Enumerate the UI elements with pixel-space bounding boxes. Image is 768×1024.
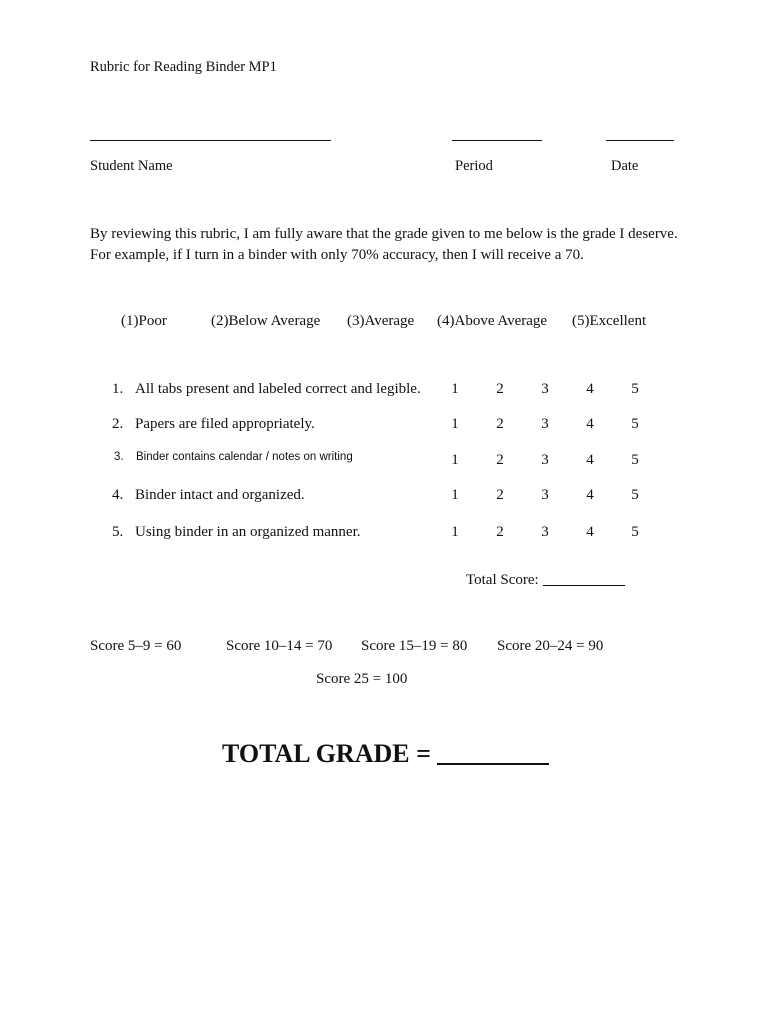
criterion-text: Binder intact and organized.: [135, 487, 305, 503]
acknowledgement-statement: By reviewing this rubric, I am fully aware that the grade given to me below is the grade I deserve. For example, if I turn in a binder with only 70% accuracy, then I will receive a 70.: [90, 226, 678, 263]
scale-poor: (1)Poor: [121, 313, 167, 329]
score-option-1[interactable]: 1: [451, 524, 459, 540]
criterion-number: 5.: [112, 524, 124, 540]
score-option-1[interactable]: 1: [451, 416, 459, 432]
student-name-label: Student Name: [90, 158, 173, 174]
score-option-5[interactable]: 5: [631, 381, 639, 397]
score-key-item: Score 25 = 100: [316, 671, 408, 687]
scale-average: (3)Average: [347, 313, 415, 329]
date-blank[interactable]: [606, 140, 674, 141]
score-option-5[interactable]: 5: [631, 524, 639, 540]
period-blank[interactable]: [452, 140, 542, 141]
score-option-4[interactable]: 4: [586, 381, 594, 397]
total-score-label: Total Score:: [466, 572, 539, 588]
score-option-3[interactable]: 3: [541, 416, 549, 432]
score-option-2[interactable]: 2: [496, 381, 504, 397]
total-grade-label: TOTAL GRADE =: [222, 739, 431, 768]
score-option-1[interactable]: 1: [451, 487, 459, 503]
score-option-2[interactable]: 2: [496, 452, 504, 468]
score-option-3[interactable]: 3: [541, 524, 549, 540]
date-label: Date: [611, 158, 639, 174]
scale-excellent: (5)Excellent: [572, 313, 647, 329]
criterion-text: Papers are filed appropriately.: [135, 416, 315, 432]
score-key-item: Score 10–14 = 70: [226, 638, 333, 654]
score-option-2[interactable]: 2: [496, 487, 504, 503]
student-name-blank[interactable]: [90, 140, 331, 141]
score-option-5[interactable]: 5: [631, 416, 639, 432]
score-option-4[interactable]: 4: [586, 524, 594, 540]
score-option-5[interactable]: 5: [631, 487, 639, 503]
total-grade-blank[interactable]: [437, 737, 549, 765]
score-option-2[interactable]: 2: [496, 524, 504, 540]
score-option-3[interactable]: 3: [541, 381, 549, 397]
score-option-1[interactable]: 1: [451, 381, 459, 397]
score-option-3[interactable]: 3: [541, 452, 549, 468]
scale-below-average: (2)Below Average: [211, 313, 321, 329]
total-grade: [222, 737, 549, 769]
total-score: [466, 571, 625, 589]
criterion-number: 4.: [112, 487, 124, 503]
score-option-4[interactable]: 4: [586, 487, 594, 503]
score-option-4[interactable]: 4: [586, 416, 594, 432]
criterion-number: 3.: [114, 451, 124, 463]
period-label: Period: [455, 158, 493, 174]
score-option-1[interactable]: 1: [451, 452, 459, 468]
criterion-text: Binder contains calendar / notes on writing: [136, 451, 353, 463]
score-option-5[interactable]: 5: [631, 452, 639, 468]
score-key-item: Score 5–9 = 60: [90, 638, 182, 654]
total-score-blank[interactable]: [543, 571, 625, 586]
score-key-item: Score 15–19 = 80: [361, 638, 468, 654]
criterion-text: Using binder in an organized manner.: [135, 524, 361, 540]
criterion-text: All tabs present and labeled correct and legible.: [135, 381, 421, 397]
score-option-3[interactable]: 3: [541, 487, 549, 503]
document-title: Rubric for Reading Binder MP1: [90, 59, 277, 75]
score-key-item: Score 20–24 = 90: [497, 638, 604, 654]
scale-above-average: (4)Above Average: [437, 313, 548, 329]
score-option-4[interactable]: 4: [586, 452, 594, 468]
score-option-2[interactable]: 2: [496, 416, 504, 432]
criterion-number: 1.: [112, 381, 124, 397]
criterion-number: 2.: [112, 416, 124, 432]
